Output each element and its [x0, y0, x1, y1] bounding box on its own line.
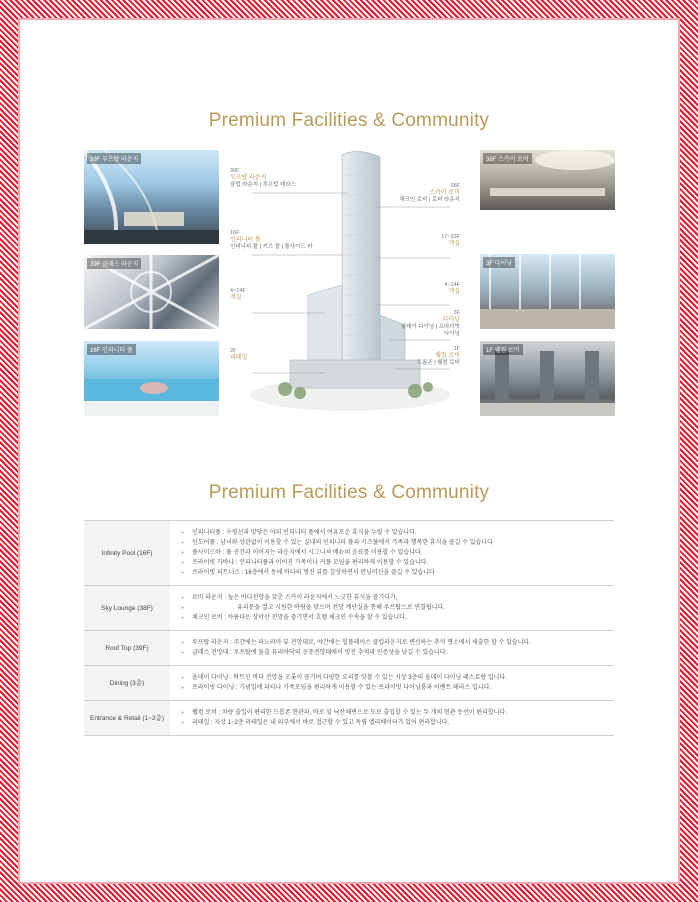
- photo-tag: 39F 클래스 라운지: [87, 258, 141, 269]
- list-item: ● 리테일 : 지상 1~2층 리테일은 내 외부에서 바로 접근할 수 있고 독립 엘리베이터가 있어 편리합니다.: [181, 718, 613, 728]
- photo-glass-deck: [84, 255, 219, 329]
- list-item: ● 루프탑 라운지 : 주간에는 파노라마 뷰 전망대로, 야간에는 힙플레이스 클럽라운지로 변신하는 추억 명소에서 새출한 할 수 있습니다.: [181, 638, 613, 648]
- photo-infinity-pool: [84, 341, 219, 416]
- list-item: ● 유리문을 열고 시원한 바람을 맞으며 전망 계단실을 통해 루프탑으로 연결됩니다.: [181, 603, 613, 613]
- rooftop-lounge-illustration: [84, 150, 219, 244]
- category-cell: Entrance & Retail (1~2층): [84, 701, 170, 736]
- list-item: ● 웰컴 로비 : 차량 출입이 편리한 드롭존 현관과, 바로 앞 낙산해변으로 도보 출입할 수 있는 두 개의 현관 동선이 편리합니다.: [181, 708, 613, 718]
- list-item: ● 올데이 다이닝 : 탁트인 바다 전망을 오롯이 즐기며 다양한 요리를 맛볼 수 있는 지상 3층의 올데이 다이닝 레스토랑 입니다.: [181, 673, 613, 683]
- photo-tag: 16F 인피니티 풀: [87, 344, 136, 355]
- category-cell: Infinity Pool (16F): [84, 521, 170, 586]
- table-row: [84, 586, 614, 631]
- callout-16f: 16F 인피니티 풀 인피니티 풀 | 키즈 풀 | 풀사이드 바: [230, 230, 313, 250]
- list-item: ● 로비 라운지 : 높은 바다전망을 갖춘 스카이 라운지에서 느긋한 휴식을 즐기다가,: [181, 593, 613, 603]
- callout-39f: 39F 루프탑 라운지 클럽 라운지 | 루프탑 테라스: [230, 168, 296, 188]
- callout-38f: 38F 스카이 로비 체크인 로비 | 로비 라운지: [399, 183, 460, 203]
- callout-4-14f-right: 4~14F 객실: [444, 282, 460, 295]
- photo-tag: 1F 웰컴 로비: [483, 344, 523, 355]
- section-title-top: Premium Facilities & Community: [208, 110, 490, 131]
- callout-17-33f: 17~33F 객실: [441, 234, 460, 247]
- photo-sky-lobby: [480, 150, 615, 210]
- photo-tag: 38F 스카이 로비: [483, 153, 532, 164]
- photo-welcome-lobby: [480, 341, 615, 416]
- list-item: ● 체크인 로비 : 아름다운 삼악산 전망을 즐기면서 호텔 체크인 수속을 할 수 있습니다.: [181, 613, 613, 623]
- callout-4-14f-left: 4~14F 객실: [230, 288, 246, 301]
- table-row: [84, 521, 614, 586]
- category-cell: Sky Lounge (38F): [84, 586, 170, 631]
- facilities-table: [84, 520, 614, 736]
- photo-rooftop-lounge: [84, 150, 219, 244]
- category-cell: Dining (3층): [84, 666, 170, 701]
- photo-dining: [480, 254, 615, 329]
- list-item: ● 프라이빗 다이닝 : 기념일에 파티나 가족모임을 편리하게 이용할 수 있는 프라이빗 다이닝룸과 이벤트 테라스 입니다.: [181, 683, 613, 693]
- list-item: ● 인피니티풀 : 수평선과 맞닿은 야외 인피니티 풀에서 여유로운 휴식을 누릴 수 있습니다.: [181, 528, 613, 538]
- callout-1f: 1F 웰컴 로비 드롭존 | 웰컴 로비: [416, 346, 460, 366]
- table-row: [84, 701, 614, 736]
- list-item: ● 프라이빗 카바나 : 인피니티풀과 이어진 가족이나 커플 모임을 편리하게 이용할 수 있습니다.: [181, 558, 613, 568]
- photo-tag: 39F 루프탑 라운지: [87, 153, 141, 164]
- callout-2f: 2F 리테일: [230, 348, 248, 361]
- list-item: ● 프라이빗 피트니스 : 16층에서 동해 바다의 멋진 뷰를 감상하면서 런닝머신을 즐길 수 있습니다: [181, 568, 613, 578]
- list-item: ● 풀사이드바 : 풀 공간과 이어지는 라운지에서 시그니처 메뉴의 음료를 이용할 수 있습니다.: [181, 548, 613, 558]
- photo-tag: 3F 다이닝: [483, 257, 515, 268]
- page: [20, 20, 678, 882]
- list-item: ● 인도어풀 : 남녀와 상관없이 이용할 수 있는 실내의 인피니티 풀과 키즈풀에서 가족과 행복한 휴식을 즐길 수 있습니다: [181, 538, 613, 548]
- table-row: [84, 666, 614, 701]
- table-row: [84, 631, 614, 666]
- list-item: ● 글래스 전망대 : 루프탑에 돌출 유리바닥의 공중전망대에서 멋진 추억과 인증샷을 남길 수 있습니다.: [181, 648, 613, 658]
- category-cell: Roof Top (39F): [84, 631, 170, 666]
- callout-3f: 3F 다이닝 올데이 다이닝 | 프라이빗 다이닝: [400, 310, 460, 337]
- section-title-bottom: Premium Facilities & Community: [208, 482, 490, 503]
